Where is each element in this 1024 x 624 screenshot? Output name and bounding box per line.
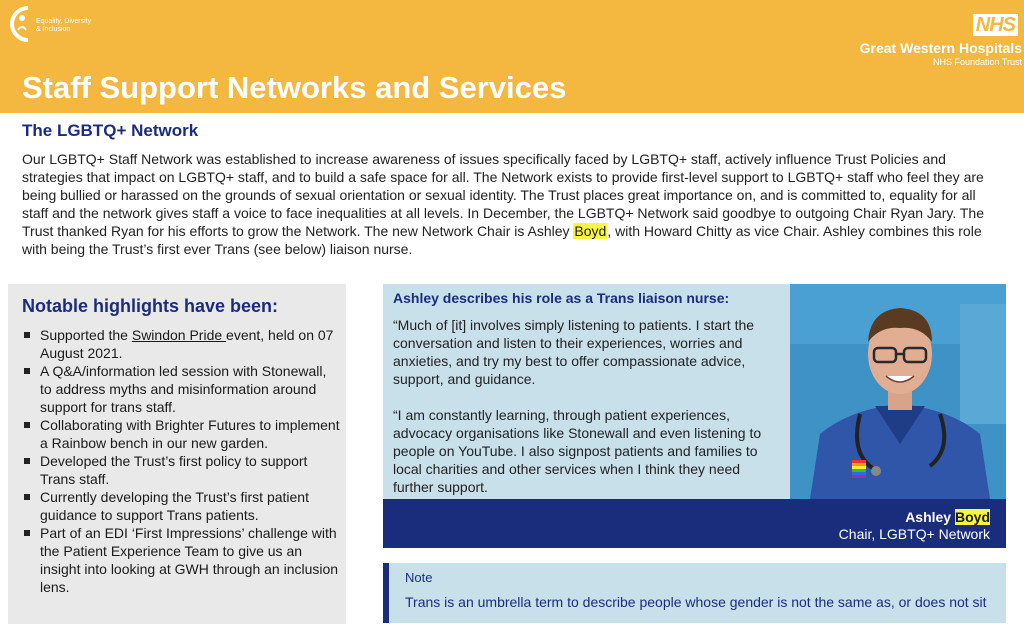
list-item: Collaborating with Brighter Futures to implement a Rainbow bench in our new garden. [22, 416, 340, 452]
intro-text-start: Our LGBTQ+ Staff Network was established to increase awareness of issues specifically faced by LGBTQ+ staff, actively influence Trust Policies and strategies that impact on LGBTQ+ staff, and to build a safe space for all. The Network exists to provide first-level support to LGBTQ+ staff who feel they are being bullied or harassed on the grounds of sexual orientation or sexual identity. The Trust places great importance on, and is committed to, equality for all staff and the network gives staff a voice to face inequalities at all levels. In December, the LGBTQ+ Network said goodbye to outgoing Chair Ryan Jary. The Trust thanked Ryan for his efforts to grow the Network. The new Network Chair is Ashley [22, 151, 984, 239]
highlights-heading: Notable highlights have been: [22, 296, 279, 316]
note-label: Note [405, 570, 433, 585]
caption-name [905, 509, 990, 525]
caption-role: Chair, LGBTQ+ Network [838, 526, 990, 542]
portrait-photo [790, 284, 1006, 499]
list-item: A Q&A/information led session with Stonewall, to address myths and misinformation around support for trans staff. [22, 362, 340, 416]
portrait-illustration [790, 284, 1006, 499]
trust-name: Great Western Hospitals [859, 40, 1022, 56]
caption-first-name: Ashley [905, 509, 955, 525]
section-title: The LGBTQ+ Network [22, 121, 199, 140]
note-panel [383, 563, 1006, 623]
page-title: Staff Support Networks and Services [22, 70, 567, 105]
highlights-panel [8, 284, 346, 624]
highlights-list [22, 326, 340, 596]
list-item: Part of an EDI ‘First Impressions’ challenge with the Patient Experience Team to give us an insight into looking at GWH through an inclusion lens. [22, 524, 340, 596]
quote-paragraph-2: “I am constantly learning, through patient experiences, advocacy organisations like Stonewall and even listening to people on YouTube. I also signpost patients and families to local charities and other services when I think they need further support. [393, 407, 762, 495]
quote-panel [383, 284, 790, 499]
quote-paragraph-1: “Much of [it] involves simply listening to patients. I start the conversation and listen to their experiences, worries and anxieties, and try my best to offer compassionate advice, support, and guidance. [393, 317, 755, 387]
note-text: Trans is an umbrella term to describe people whose gender is not the same as, or does not sit [405, 594, 987, 610]
note-accent-bar [383, 563, 389, 623]
intro-paragraph [22, 150, 1002, 258]
trust-subtitle: NHS Foundation Trust [932, 57, 1022, 67]
list-item-text: Supported the [40, 327, 132, 343]
list-item: Currently developing the Trust’s first patient guidance to support Trans patients. [22, 488, 340, 524]
edi-logo-text: Equality, Diversity & Inclusion [36, 18, 92, 33]
intro-text-end: , with Howard Chitty as vice Chair. Ashley combines this role with being the Trust’s first ever Trans (see below) liaison nurse. [22, 223, 982, 257]
list-item: Developed the Trust’s first policy to support Trans staff. [22, 452, 340, 488]
list-item [22, 326, 340, 362]
caption-last-name: Boyd [955, 509, 990, 525]
list-item-text: event, held on 07 August 2021. [40, 327, 334, 361]
quote-heading: Ashley describes his role as a Trans liaison nurse: [393, 290, 730, 306]
nhs-logo: NHS [973, 14, 1018, 36]
photo-caption [383, 499, 1006, 548]
edi-logo [8, 4, 94, 46]
header-banner [0, 0, 1024, 113]
swindon-pride-link[interactable]: Swindon Pride [131, 327, 227, 343]
edi-logo-icon [8, 4, 38, 44]
highlighted-name: Boyd [574, 223, 607, 239]
